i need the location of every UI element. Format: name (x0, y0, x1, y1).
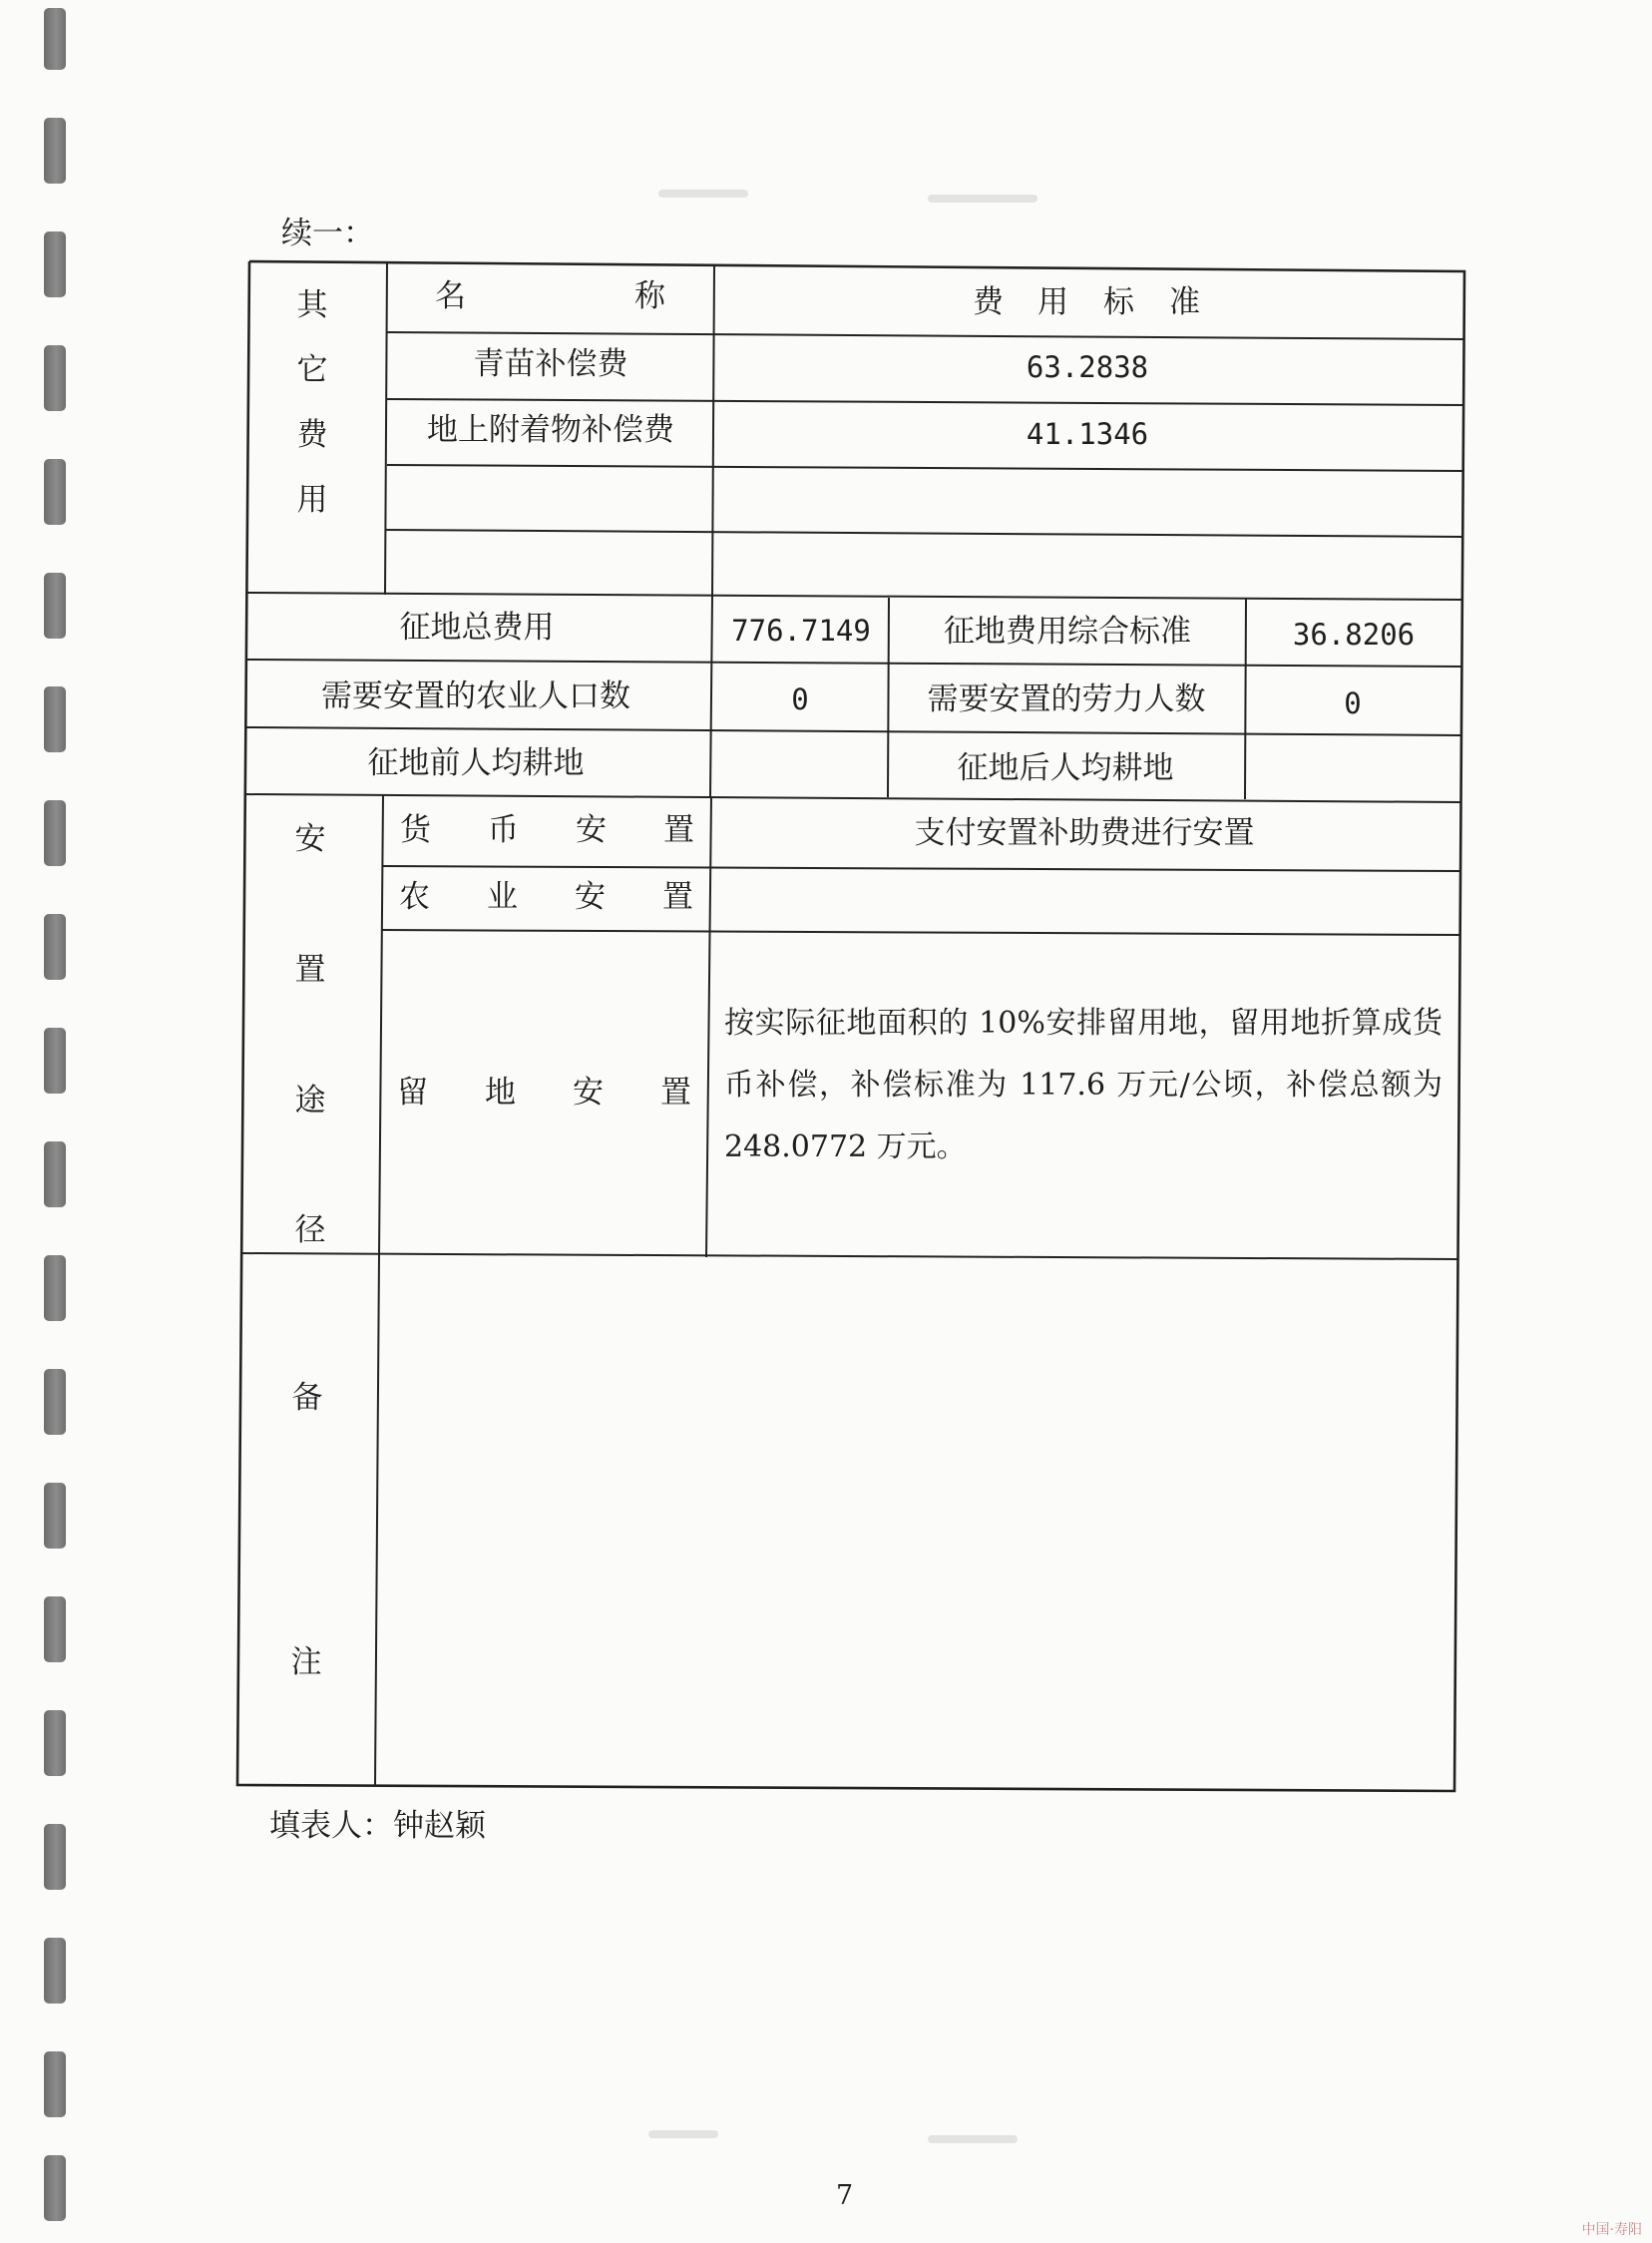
fee-standard-value: 36.8206 (1292, 618, 1416, 652)
monetary-resettlement-value: 支付安置补助费进行安置 (914, 815, 1255, 851)
page-number: 7 (836, 2180, 854, 2211)
fee-value-cell: 63.2838 (1026, 350, 1149, 384)
total-fee-value: 776.7149 (731, 614, 871, 648)
reserved-land-description: 按实际征地面积的 10%安排留用地，留用地折算成货币补偿，补偿标准为 117.6 万元/公顷，补偿总额为 248.0772 万元。 (724, 1006, 1443, 1164)
agri-population-label: 需要安置的农业人口数 (321, 678, 630, 714)
fee-name-cell: 青苗补偿费 (473, 346, 628, 382)
watermark: 中国·寿阳 (1581, 2222, 1642, 2238)
farmland-after-label: 征地后人均耕地 (957, 750, 1174, 786)
fee-value-cell: 41.1346 (1026, 417, 1149, 451)
agri-population-value: 0 (791, 682, 809, 716)
form-filler: 填表人：钟赵颖 (269, 1808, 486, 1844)
labor-count-label: 需要安置的劳力人数 (927, 681, 1206, 717)
caption: 续一： (281, 216, 374, 251)
labor-count-value: 0 (1344, 686, 1362, 720)
fee-name-cell: 地上附着物补偿费 (427, 412, 674, 448)
total-fee-label: 征地总费用 (399, 610, 555, 646)
farmland-before-label: 征地前人均耕地 (367, 745, 585, 781)
fee-standard-label: 征地费用综合标准 (944, 614, 1191, 650)
